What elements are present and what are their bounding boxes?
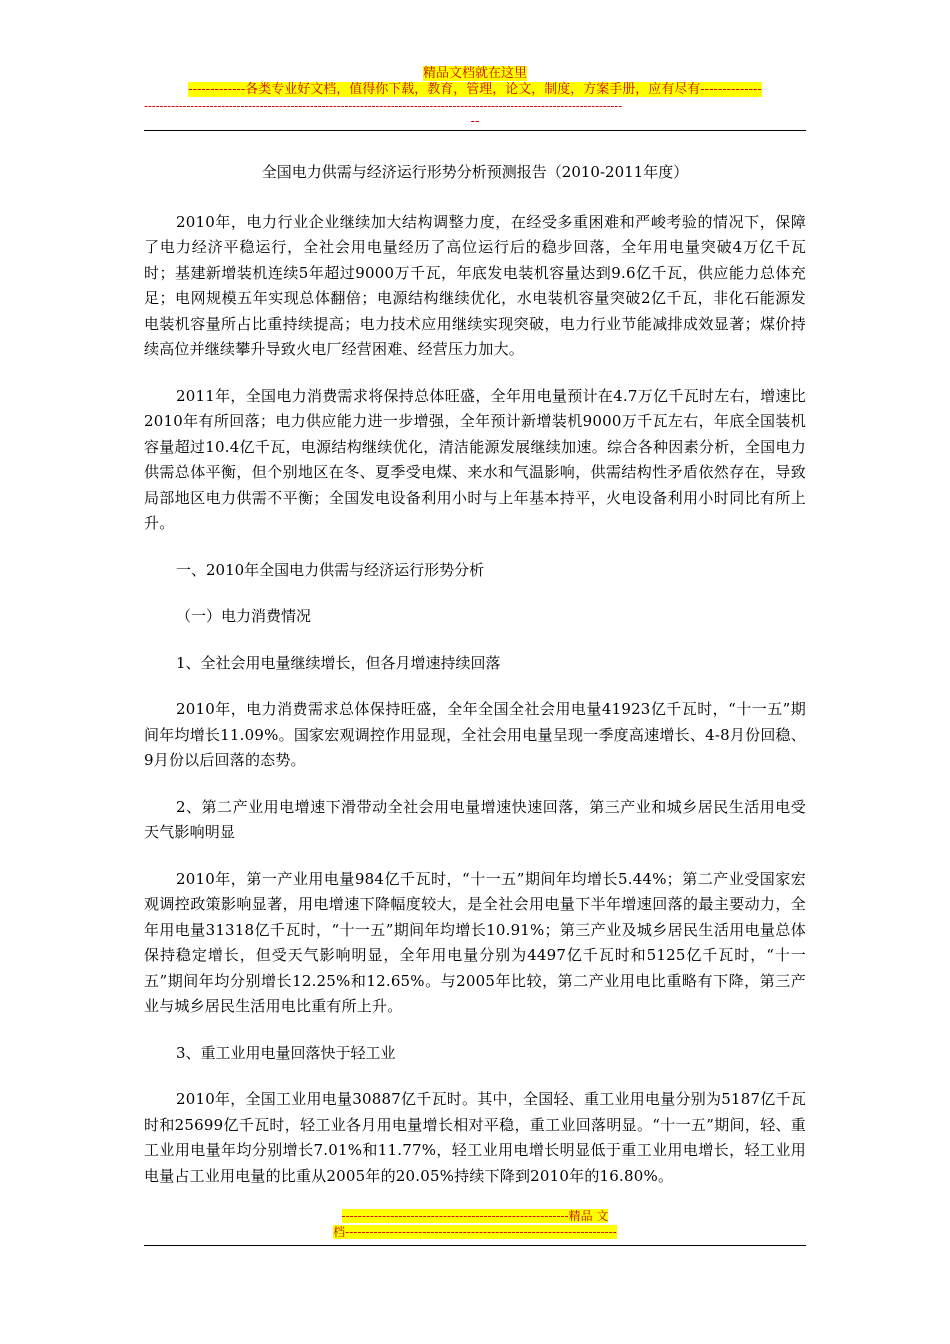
subsection-heading-1: （一）电力消费情况 (176, 607, 312, 625)
footer-line-1: --------------------------------------------------------精品 文 (341, 1209, 609, 1223)
header-rule (144, 130, 806, 131)
footer-line-2: 档------------------------------------------------------------------- (333, 1225, 617, 1239)
header-title: 精品文档就在这里 (422, 66, 527, 81)
document-body (144, 160, 806, 1210)
page-header (144, 66, 806, 130)
header-dash-tail: -- (470, 114, 480, 129)
document-title: 全国电力供需与经济运行形势分析预测报告（2010-2011年度） (261, 163, 689, 181)
item-heading-1: 1、全社会用电量继续增长，但各月增速持续回落 (176, 653, 501, 672)
header-slogan: -------------各类专业好文档，值得你下载，教育，管理，论文，制度，方案手册，应有尽有-------------- (188, 82, 762, 97)
page-footer (144, 1208, 806, 1240)
item-heading-2: 2、第二产业用电增速下滑带动全社会用电量增速快速回落，第三产业和城乡居民生活用电受天气影响明显 (144, 797, 806, 841)
footer-rule (144, 1245, 806, 1246)
paragraph-2: 2011年，全国电力消费需求将保持总体旺盛，全年用电量预计在4.7万亿千瓦时左右，增速比2010年有所回落；电力供应能力进一步增强，全年预计新增装机9000万千瓦左右，年底全国装机容量超过10.4亿千瓦，电源结构继续优化，清洁能源发展继续加速。综合各种因素分析，全国电力供需总体平衡，但个别地区在冬、夏季受电煤、来水和气温影响，供需结构性矛盾依然存在，导致局部地区电力供需不平衡；全国发电设备利用小时与上年基本持平，火电设备利用小时同比有所上升。 (144, 386, 806, 532)
section-heading-1: 一、2010年全国电力供需与经济运行形势分析 (176, 560, 485, 579)
paragraph-3: 2010年，电力消费需求总体保持旺盛，全年全国全社会用电量41923亿千瓦时，“十一五”期间年均增长11.09%。国家宏观调控作用显现，全社会用电量呈现一季度高速增长、4-8月份回稳、9月份以后回落的态势。 (144, 700, 806, 769)
header-dash-line: ---------------------------------------------------------------------------------------------------------------------------- (144, 99, 622, 113)
paragraph-5: 2010年，全国工业用电量30887亿千瓦时。其中，全国轻、重工业用电量分别为5187亿千瓦时和25699亿千瓦时，轻工业各月用电量增长相对平稳，重工业回落明显。“十一五”期间，轻、重工业用电量年均分别增长7.01%和11.77%，轻工业用电增长明显低于重工业用电增长，轻工业用电量占工业用电量的比重从2005年的20.05%持续下降到2010年的16.80%。 (144, 1090, 806, 1185)
item-heading-3: 3、重工业用电量回落快于轻工业 (176, 1043, 396, 1062)
paragraph-4: 2010年，第一产业用电量984亿千瓦时，“十一五”期间年均增长5.44%；第二产业受国家宏观调控政策影响显著，用电增速下降幅度较大，是全社会用电量下半年增速回落的最主要动力，全年用电量31318亿千瓦时，“十一五”期间年均增长10.91%；第三产业及城乡居民生活用电量总体保持稳定增长，但受天气影响明显，全年用电量分别为4497亿千瓦时和5125亿千瓦时，“十一五”期间年均分别增长12.25%和12.65%。与2005年比较，第二产业用电比重略有下降，第三产业与城乡居民生活用电比重有所上升。 (144, 869, 806, 1015)
paragraph-1: 2010年，电力行业企业继续加大结构调整力度，在经受多重困难和严峻考验的情况下，保障了电力经济平稳运行，全社会用电量经历了高位运行后的稳步回落，全年用电量突破4万亿千瓦时；基建新增装机连续5年超过9000万千瓦，年底发电装机容量达到9.6亿千瓦，供应能力总体充足；电网规模五年实现总体翻倍；电源结构继续优化，水电装机容量突破2亿千瓦，非化石能源发电装机容量所占比重持续提高；电力技术应用继续实现突破，电力行业节能减排成效显著；煤价持续高位并继续攀升导致火电厂经营困难、经营压力加大。 (144, 212, 806, 358)
